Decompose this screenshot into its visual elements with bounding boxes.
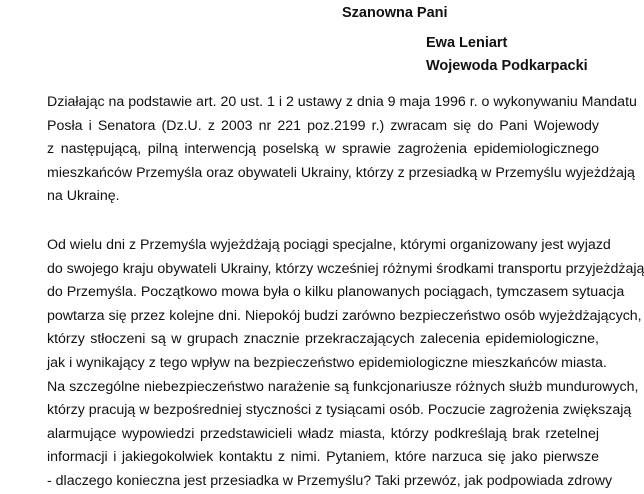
paragraph-line: do swojego kraju obywateli Ukrainy, którzy wcześniej różnymi środkami transportu przyjeżdżają bbox=[47, 260, 644, 277]
addressee-name: Ewa Leniart bbox=[426, 35, 508, 51]
paragraph-line: Od wielu dni z Przemyśla wyjeżdżają pociągi specjalne, którymi organizowany jest wyjazd bbox=[47, 237, 611, 253]
paragraph-line: do Przemyśla. Początkowo mowa była o kilku planowanych pociągach, tymczasem sytuacja bbox=[47, 284, 625, 301]
paragraph-line: którzy pracują w bezpośredniej styczności z tysiącami osób. Poczucie zagrożenia zwiększają bbox=[47, 402, 632, 419]
paragraph-body bbox=[47, 234, 644, 494]
paragraph-line: Na szczególne niebezpieczeństwo narażenie są funkcjonariusze różnych służb mundurowych, bbox=[47, 378, 639, 395]
paragraph-line: jak i wynikający z tego wpływ na bezpieczeństwo epidemiologiczne mieszkańców miasta. bbox=[47, 354, 607, 371]
paragraph-line: - dlaczego konieczna jest przesiadka w Przemyślu? Taki przewóz, jak podpowiada zdrowy bbox=[47, 472, 613, 489]
paragraph-line: Działając na podstawie art. 20 ust. 1 i 2 ustawy z dnia 9 maja 1996 r. o wykonywaniu Mandatu bbox=[47, 94, 637, 110]
paragraph-line: informacji i jakiegokolwiek kontaktu z nimi. Pytaniem, które narzuca się jako pierwsze bbox=[47, 449, 599, 466]
paragraph-line: z następującą, pilną interwencją poselską w sprawie zagrożenia epidemiologicznego bbox=[47, 141, 599, 158]
paragraph-line: na Ukrainę. bbox=[47, 188, 120, 205]
paragraph-line: mieszkańców Przemyśla oraz obywateli Ukrainy, którzy z przesiadką w Przemyślu wyjeżdżają bbox=[47, 164, 635, 181]
paragraph-line: powtarza się przez kolejne dni. Niepokój budzi zarówno bezpieczeństwo osób wyjeżdżających, bbox=[47, 307, 642, 324]
paragraph-intro bbox=[47, 91, 637, 209]
addressee-title: Wojewoda Podkarpacki bbox=[426, 58, 588, 74]
addressee-block bbox=[342, 4, 588, 75]
salutation: Szanowna Pani bbox=[342, 5, 448, 21]
paragraph-line: Posła i Senatora (Dz.U. z 2003 nr 221 poz.2199 r.) zwracam się do Pani Wojewody bbox=[47, 117, 599, 134]
paragraph-line: którzy stłoczeni są w grupach znacznie przekraczających zalecenia epidemiologiczne, bbox=[47, 331, 599, 348]
paragraph-line: alarmujące wypowiedzi przedstawicieli władz miasta, którzy podkreślają brak rzetelnej bbox=[47, 425, 599, 442]
